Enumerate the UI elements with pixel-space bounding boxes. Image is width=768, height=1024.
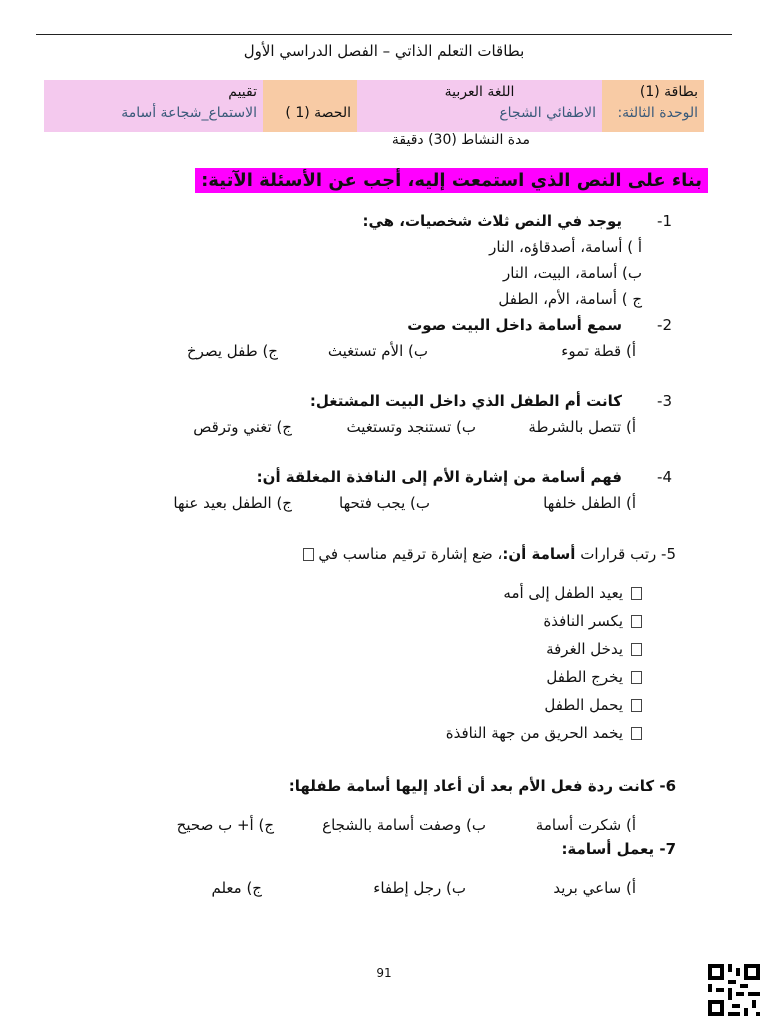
q5-bold: أسامة أن:	[502, 545, 576, 563]
q5-item: يدخل الغرفة	[546, 640, 642, 658]
page-header-title: بطاقات التعلم الذاتي – الفصل الدراسي الأول	[243, 42, 525, 60]
q5-item: يكسر النافذة	[543, 612, 642, 630]
q6-option-b: ب) وصفت أسامة بالشجاع	[322, 816, 486, 834]
q5-item: يحمل الطفل	[544, 696, 642, 714]
info-table	[44, 80, 704, 132]
info-cell-card	[602, 80, 704, 132]
q7-option-b: ب) رجل إطفاء	[373, 879, 466, 897]
q1-option-b: ب) أسامة، البيت، النار	[503, 264, 642, 282]
qr-code-icon	[708, 964, 760, 1016]
checkbox-icon	[303, 548, 314, 561]
q3-option-c: ج) تغني وترقص	[193, 418, 292, 436]
info-cell-subject	[357, 80, 602, 132]
q4-option-b: ب) يجب فتحها	[339, 494, 430, 512]
info-cell-lesson	[263, 80, 357, 132]
checkbox-icon[interactable]	[631, 587, 642, 600]
eval-label: تقييم	[228, 84, 257, 100]
q3-text: كانت أم الطفل الذي داخل البيت المشتغل:	[309, 392, 622, 410]
checkbox-icon[interactable]	[631, 727, 642, 740]
activity-duration: مدة النشاط (30) دقيقة	[391, 132, 530, 148]
subject-label: اللغة العربية	[444, 84, 515, 100]
q5-suffix: ، ضع إشارة ترقيم مناسب في	[318, 545, 503, 563]
q1-option-a: أ ) أسامة، أصدقاؤه، النار	[489, 238, 642, 256]
checkbox-icon[interactable]	[631, 671, 642, 684]
q5-item: يخرج الطفل	[546, 668, 642, 686]
q5-prefix: 5- رتب قرارات	[575, 545, 676, 563]
q2-number: 2-	[657, 316, 672, 334]
q7-option-a: أ) ساعي بريد	[553, 879, 636, 897]
unit-label: الوحدة الثالثة:	[617, 105, 698, 121]
lesson-label: الحصة (1 )	[285, 105, 351, 121]
q2-option-a: أ) قطة تموء	[561, 342, 636, 360]
q1-option-c: ج ) أسامة، الأم، الطفل	[498, 290, 642, 308]
q1-number: 1-	[657, 212, 672, 230]
q3-option-b: ب) تستنجد وتستغيث	[346, 418, 476, 436]
q6-option-c: ج) أ+ ب صحيح	[176, 816, 274, 834]
q4-option-c: ج) الطفل بعيد عنها	[173, 494, 292, 512]
q3-option-a: أ) تتصل بالشرطة	[528, 418, 636, 436]
topic-label: الاستماع_شجاعة أسامة	[121, 105, 257, 121]
q5-item: يخمد الحريق من جهة النافذة	[446, 724, 642, 742]
info-cell-eval	[44, 80, 263, 132]
card-label: بطاقة (1)	[639, 84, 698, 100]
q1-text: يوجد في النص ثلاث شخصيات، هي:	[362, 212, 622, 230]
q5-text	[295, 545, 676, 563]
q7-text: 7- يعمل أسامة:	[561, 840, 676, 858]
checkbox-icon[interactable]	[631, 615, 642, 628]
q7-option-c: ج) معلم	[211, 879, 262, 897]
unit-name: الاطفائي الشجاع	[499, 105, 596, 121]
q2-text: سمع أسامة داخل البيت صوت	[407, 316, 622, 334]
q4-text: فهم أسامة من إشارة الأم إلى النافذة المغلقة أن:	[256, 468, 622, 486]
q2-option-c: ج) طفل يصرخ	[186, 342, 278, 360]
q6-text: 6- كانت ردة فعل الأم بعد أن أعاد إليها أسامة طفلها:	[288, 777, 676, 795]
instruction-banner: بناء على النص الذي استمعت إليه، أجب عن الأسئلة الآتية:	[195, 168, 708, 193]
q6-option-a: أ) شكرت أسامة	[535, 816, 636, 834]
checkbox-icon[interactable]	[631, 699, 642, 712]
q4-option-a: أ) الطفل خلفها	[543, 494, 636, 512]
checkbox-icon[interactable]	[631, 643, 642, 656]
q2-option-b: ب) الأم تستغيث	[327, 342, 428, 360]
page-number: 91	[376, 966, 392, 980]
q5-item: يعيد الطفل إلى أمه	[503, 584, 642, 602]
header-rule	[36, 34, 732, 35]
q3-number: 3-	[657, 392, 672, 410]
q4-number: 4-	[657, 468, 672, 486]
